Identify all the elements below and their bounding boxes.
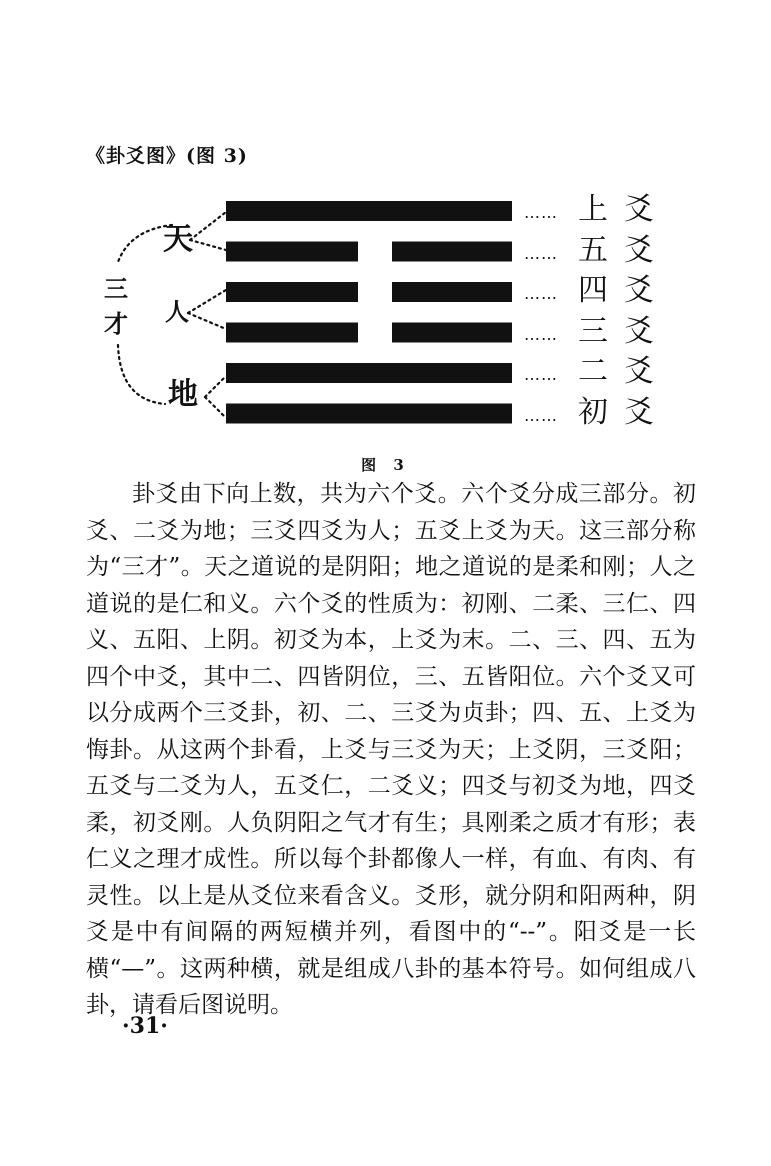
human-label: 人 xyxy=(165,298,189,326)
hexagram-lines-svg xyxy=(0,0,771,470)
leader-dots: …… xyxy=(524,243,558,263)
yao-suffix-label: 爻 xyxy=(624,192,654,227)
leader-dots: …… xyxy=(524,365,558,384)
yin-line-right xyxy=(392,242,512,262)
category-label-cai: 才 xyxy=(104,310,128,338)
page-title: 《卦爻图》(图 3) xyxy=(86,145,248,167)
yao-suffix-label: 爻 xyxy=(624,354,654,389)
yin-line-left xyxy=(226,242,358,262)
yao-suffix-label: 爻 xyxy=(624,313,654,349)
leader-dots: …… xyxy=(524,324,558,344)
yin-line-right xyxy=(392,282,512,302)
figure-caption: 图 3 xyxy=(361,456,410,474)
body-paragraph: 卦爻由下向上数，共为六个爻。六个爻分成三部分。初爻、二爻为地；三爻四爻为人；五爻上爻为天。这三部分称为“三才”。天之道说的是阴阳；地之道说的是柔和刚；人之道说的是仁和义。六个爻的性质为：初刚、二柔、三仁、四义、五阳、上阴。初爻为本，上爻为末。二、三、四、五为四个中爻，其中二、四皆阴位，三、五皆阳位。六个爻又可以分成两个三爻卦，初、二、三爻为贞卦；四、五、上爻为悔卦。从这两个卦看，上爻与三爻为天；上爻阴，三爻阳；五爻与二爻为人，五爻仁，二爻义；四爻与初爻为地，四爻柔，初爻刚。人负阴阳之气才有生；具刚柔之质才有形；表仁义之理才成性。所以每个卦都像人一样，有血、有肉、有灵性。以上是从爻位来看含义。爻形，就分阴和阳两种，阴爻是中有间隔的两短横并列，看图中的“--”。阳爻是一长横“—”。这两种横，就是组成八卦的基本符号。如何组成八卦，请看后图说明。 xyxy=(86,481,696,1018)
yang-line xyxy=(226,363,512,383)
yao-bars xyxy=(226,201,512,424)
yin-line-left xyxy=(226,323,358,343)
leader-dots: …… xyxy=(524,284,558,303)
yao-suffix-label: 爻 xyxy=(624,232,654,268)
category-label-san: 三 xyxy=(104,275,128,303)
earth-label: 地 xyxy=(168,377,198,412)
yang-line xyxy=(226,201,512,221)
yang-line xyxy=(226,404,512,424)
leader-dots: …… xyxy=(524,405,558,425)
yao-position-label: 四 xyxy=(578,273,608,308)
yao-position-label: 初 xyxy=(578,394,608,430)
yao-suffix-label: 爻 xyxy=(624,273,654,308)
heaven-label: 天 xyxy=(163,222,193,257)
yin-line-left xyxy=(226,282,358,302)
page-number: ·31· xyxy=(122,1013,168,1039)
yin-line-right xyxy=(392,323,512,343)
leader-dots: …… xyxy=(524,203,558,222)
hexagram-figure xyxy=(0,0,771,474)
yao-position-label: 二 xyxy=(578,354,608,389)
body-text xyxy=(86,476,696,1024)
yao-position-label: 五 xyxy=(578,232,608,268)
yao-suffix-label: 爻 xyxy=(624,394,654,430)
yao-position-label: 三 xyxy=(578,313,608,349)
yao-position-label: 上 xyxy=(578,192,608,227)
